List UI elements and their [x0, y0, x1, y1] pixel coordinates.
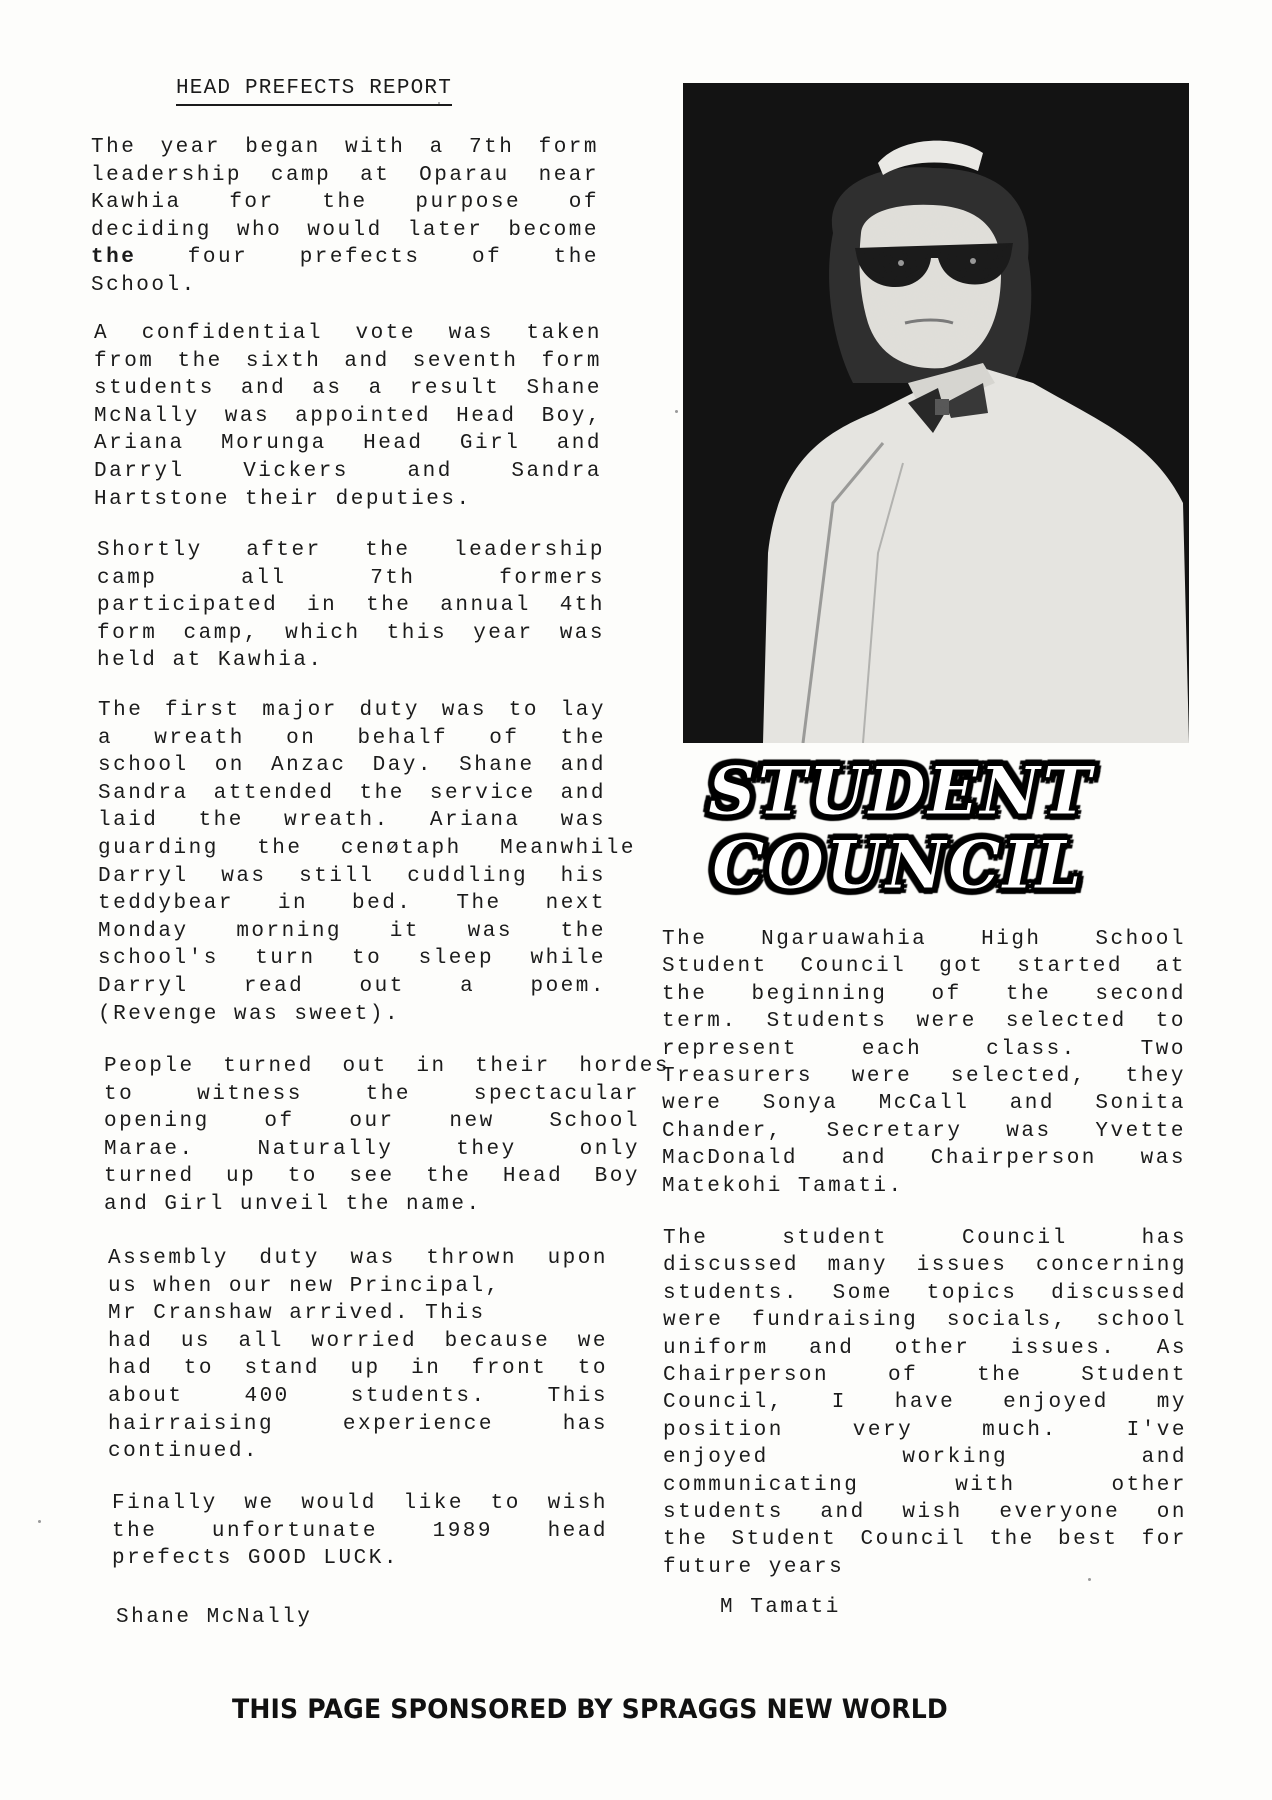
- text-line: laid the wreath. Ariana was: [98, 809, 606, 833]
- text-line: school on Anzac Day. Shane and: [98, 754, 606, 778]
- head-prefects-signature: Shane McNally: [116, 1606, 313, 1629]
- text-line: The student Council has: [663, 1227, 1187, 1250]
- text-line: were fundraising socials, school: [663, 1309, 1187, 1333]
- report-paragraph: [94, 320, 602, 513]
- sponsor-footer: THIS PAGE SPONSORED BY SPRAGGS NEW WORLD: [232, 1694, 948, 1725]
- text-line: (Revenge was sweet).: [98, 1002, 401, 1026]
- text-line: Marae. Naturally they only: [104, 1137, 640, 1161]
- text-line: future years: [663, 1555, 845, 1579]
- text-line: McNally was appointed Head Boy,: [94, 404, 602, 428]
- bold-word: the: [91, 246, 137, 270]
- text-line: guarding the cenøtaph Meanwhile: [98, 836, 636, 860]
- text-line: Kawhia for the purpose of: [91, 191, 599, 215]
- report-paragraph: [98, 697, 636, 1028]
- text-line: Council, I have enjoyed my: [663, 1391, 1187, 1415]
- text-line: opening of our new School: [104, 1110, 640, 1134]
- text-line: hairraising experience has: [108, 1412, 608, 1436]
- text-line: students. Some topics discussed: [663, 1281, 1187, 1305]
- text-line: held at Kawhia.: [97, 649, 324, 673]
- scan-speck: [38, 1520, 41, 1523]
- text-line: Matekohi Tamati.: [662, 1174, 904, 1198]
- report-paragraph: [108, 1245, 608, 1466]
- report-paragraph: [91, 134, 599, 300]
- text-line: to witness the spectacular: [104, 1082, 640, 1106]
- text-line: position very much. I've: [663, 1418, 1187, 1442]
- student-council-title-line1: STUDENT: [708, 752, 1094, 830]
- text-line: the beginning of the second: [662, 982, 1186, 1006]
- text-line: Monday morning it was the: [98, 919, 606, 943]
- text-line: students and wish everyone on: [663, 1500, 1187, 1524]
- text-line: Chairperson of the Student: [663, 1363, 1187, 1387]
- text-line: communicating with other: [663, 1473, 1187, 1497]
- text-line: were Sonya McCall and Sonita: [662, 1092, 1186, 1116]
- student-portrait-image: [683, 83, 1189, 743]
- text-line: A confidential vote was taken: [94, 322, 602, 345]
- text-line: camp all 7th formers: [97, 566, 605, 590]
- text-line: Mr Cranshaw arrived. This: [108, 1302, 486, 1326]
- text-line: People turned out in their hordes: [104, 1055, 670, 1078]
- text-line: The Ngaruawahia High School: [662, 928, 1186, 951]
- text-line: The year began with a 7th form: [91, 136, 599, 159]
- text-line: discussed many issues concerning: [663, 1254, 1187, 1278]
- text-line: teddybear in bed. The next: [98, 892, 606, 916]
- text-line: had us all worried because we: [108, 1329, 608, 1353]
- text-line: represent each class. Two: [662, 1037, 1186, 1061]
- text-line: continued.: [108, 1440, 260, 1464]
- text-line: uniform and other issues. As: [663, 1336, 1187, 1360]
- text-line: Darryl read out a poem.: [98, 974, 606, 998]
- council-paragraph: [662, 926, 1186, 1200]
- text-line: us when our new Principal,: [108, 1274, 501, 1298]
- text-line: The first major duty was to lay: [98, 699, 606, 722]
- text-line: had to stand up in front to: [108, 1357, 608, 1381]
- student-council-signature: M Tamati: [720, 1596, 841, 1619]
- text-line: Darryl was still cuddling his: [98, 864, 606, 888]
- head-prefects-report-heading: HEAD PREFECTS REPORT: [176, 76, 452, 106]
- text-line: the unfortunate 1989 head: [112, 1519, 608, 1543]
- text-line: Student Council got started at: [662, 955, 1186, 979]
- text-line: students and as a result Shane: [94, 377, 602, 401]
- text-line: Ariana Morunga Head Girl and: [94, 432, 602, 456]
- text-line: MacDonald and Chairperson was: [662, 1147, 1186, 1171]
- text-line: turned up to see the Head Boy: [104, 1165, 640, 1189]
- text-line: Sandra attended the service and: [98, 781, 606, 805]
- council-paragraph: [663, 1225, 1187, 1581]
- text-line: enjoyed working and: [663, 1446, 1187, 1470]
- text-line: Treasurers were selected, they: [662, 1064, 1186, 1088]
- text-line: School.: [91, 273, 197, 297]
- text-line: Chander, Secretary was Yvette: [662, 1119, 1186, 1143]
- student-council-title: [708, 752, 1094, 904]
- text-line: Assembly duty was thrown upon: [108, 1247, 608, 1270]
- student-council-title-line2: COUNCIL: [712, 826, 1084, 904]
- report-paragraph: [104, 1053, 670, 1219]
- scan-speck: [675, 410, 678, 413]
- text-line: form camp, which this year was: [97, 621, 605, 645]
- text-line: the Student Council the best for: [663, 1528, 1187, 1552]
- text-line: from the sixth and seventh form: [94, 349, 602, 373]
- text-line: a wreath on behalf of the: [98, 726, 606, 750]
- text-line: prefects GOOD LUCK.: [112, 1547, 399, 1571]
- text-line: Finally we would like to wish: [112, 1492, 608, 1515]
- text-line: Darryl Vickers and Sandra: [94, 459, 602, 483]
- report-paragraph: [112, 1490, 608, 1573]
- report-paragraph: [97, 537, 605, 675]
- text-line: term. Students were selected to: [662, 1010, 1186, 1034]
- text-line: deciding who would later become: [91, 218, 599, 242]
- text-line: Shortly after the leadership: [97, 539, 605, 562]
- text-line: about 400 students. This: [108, 1384, 608, 1408]
- text-line: the four prefects of the: [91, 246, 599, 270]
- text-line: school's turn to sleep while: [98, 947, 606, 971]
- student-photo: [683, 83, 1189, 743]
- text-line: participated in the annual 4th: [97, 594, 605, 618]
- text-line: leadership camp at Oparau near: [91, 163, 599, 187]
- text-line: and Girl unveil the name.: [104, 1192, 482, 1216]
- text-line: Hartstone their deputies.: [94, 487, 472, 511]
